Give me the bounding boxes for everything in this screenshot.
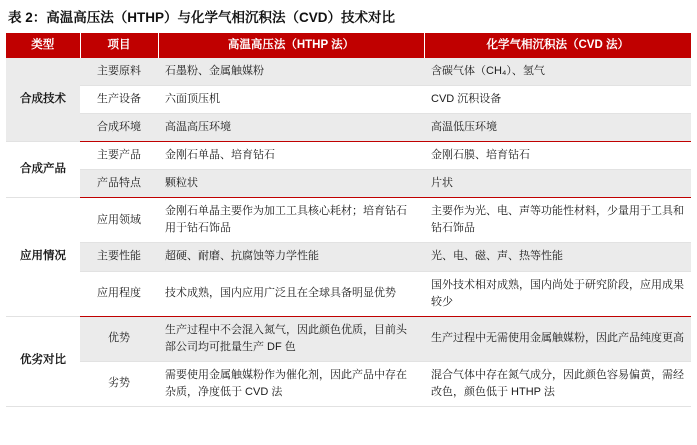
row-hthp-value: 金刚石单晶、培育钻石 <box>158 142 424 170</box>
header-hthp: 高温高压法（HTHP 法） <box>158 33 424 58</box>
table-body <box>6 58 691 406</box>
row-cvd-value: 金刚石膜、培育钻石 <box>424 142 691 170</box>
header-type: 类型 <box>6 33 80 58</box>
row-hthp-value: 六面顶压机 <box>158 86 424 114</box>
table-header-row <box>6 33 691 58</box>
table-row <box>6 243 691 271</box>
header-item: 项目 <box>80 33 158 58</box>
row-hthp-value: 颗粒状 <box>158 170 424 198</box>
row-item-label: 劣势 <box>80 361 158 406</box>
row-cvd-value: 生产过程中无需使用金属触媒粉，因此产品纯度更高 <box>424 316 691 361</box>
row-hthp-value: 金刚石单晶主要作为加工工具核心耗材；培育钻石用于钻石饰品 <box>158 198 424 243</box>
table-row <box>6 316 691 361</box>
table-header <box>6 33 691 58</box>
table-row <box>6 198 691 243</box>
row-cvd-value: 国外技术相对成熟，国内尚处于研究阶段，应用成果较少 <box>424 271 691 316</box>
row-item-label: 产品特点 <box>80 170 158 198</box>
row-item-label: 主要原料 <box>80 58 158 86</box>
header-cvd: 化学气相沉积法（CVD 法） <box>424 33 691 58</box>
row-item-label: 优势 <box>80 316 158 361</box>
table-row <box>6 142 691 170</box>
row-type-label: 合成技术 <box>6 58 80 142</box>
row-item-label: 应用领域 <box>80 198 158 243</box>
table-caption: 表 2：高温高压法（HTHP）与化学气相沉积法（CVD）技术对比 <box>8 10 396 25</box>
row-type-label: 合成产品 <box>6 142 80 198</box>
row-cvd-value: 高温低压环境 <box>424 114 691 142</box>
row-item-label: 生产设备 <box>80 86 158 114</box>
row-hthp-value: 高温高压环境 <box>158 114 424 142</box>
row-cvd-value: 片状 <box>424 170 691 198</box>
row-item-label: 应用程度 <box>80 271 158 316</box>
row-type-label: 优劣对比 <box>6 316 80 406</box>
row-hthp-value: 石墨粉、金属触媒粉 <box>158 58 424 86</box>
row-type-label: 应用情况 <box>6 198 80 316</box>
row-cvd-value: 主要作为光、电、声等功能性材料，少量用于工具和钻石饰品 <box>424 198 691 243</box>
row-item-label: 合成环境 <box>80 114 158 142</box>
comparison-table <box>6 33 691 407</box>
row-hthp-value: 需要使用金属触媒粉作为催化剂，因此产品中存在杂质，净度低于 CVD 法 <box>158 361 424 406</box>
table-row <box>6 86 691 114</box>
row-cvd-value: CVD 沉积设备 <box>424 86 691 114</box>
row-hthp-value: 超硬、耐磨、抗腐蚀等力学性能 <box>158 243 424 271</box>
table-row <box>6 114 691 142</box>
row-item-label: 主要性能 <box>80 243 158 271</box>
row-cvd-value: 混合气体中存在氮气成分，因此颜色容易偏黄，需经改色，颜色低于 HTHP 法 <box>424 361 691 406</box>
table-row <box>6 271 691 316</box>
row-hthp-value: 技术成熟，国内应用广泛且在全球具备明显优势 <box>158 271 424 316</box>
row-cvd-value: 光、电、磁、声、热等性能 <box>424 243 691 271</box>
table-row <box>6 361 691 406</box>
row-item-label: 主要产品 <box>80 142 158 170</box>
row-hthp-value: 生产过程中不会混入氮气，因此颜色优质，目前头部公司均可批量生产 DF 色 <box>158 316 424 361</box>
row-cvd-value: 含碳气体（CH₄）、氢气 <box>424 58 691 86</box>
table-row <box>6 170 691 198</box>
table-row <box>6 58 691 86</box>
